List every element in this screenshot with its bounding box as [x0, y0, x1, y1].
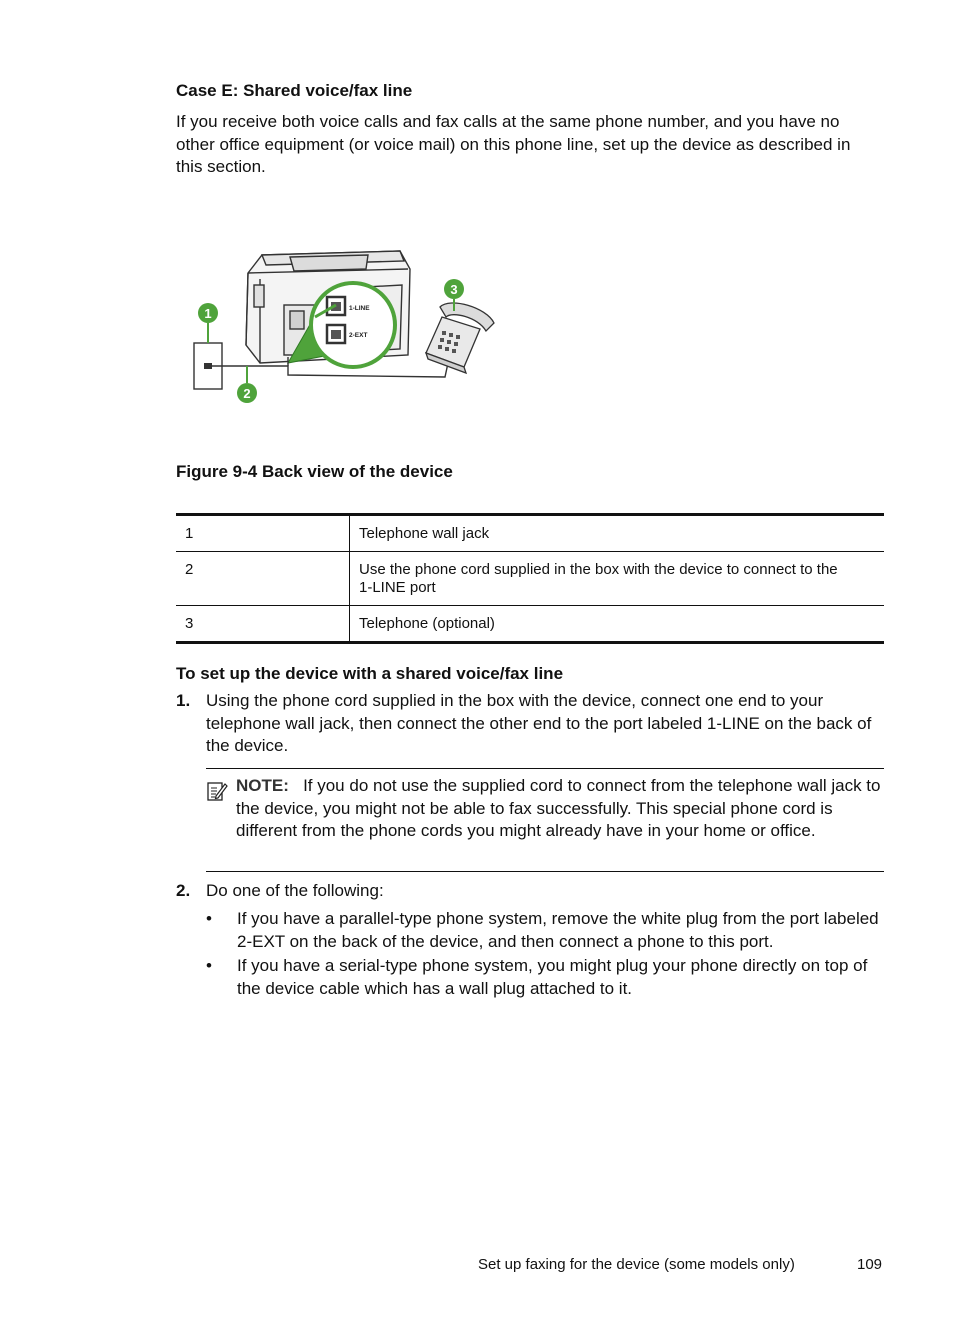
list-item: If you have a parallel-type phone system, remove the white plug from the port labeled 2-EXT on the back of the device, and then connect a phone to this port. — [237, 909, 879, 951]
intro-paragraph: If you receive both voice calls and fax calls at the same phone number, and you have no other office equipment (or voice mail) on this phone line, set up the device as described in this section. — [176, 112, 851, 176]
legend-number: 1 — [176, 515, 350, 552]
step-number: 1. — [176, 691, 191, 710]
list-item: If you have a serial-type phone system, you might plug your phone directly on top of the device cable which has a wall plug attached to it. — [237, 956, 868, 998]
note-icon — [206, 780, 228, 802]
telephone-illustration — [426, 303, 494, 373]
footer-title: Set up faxing for the device (some models only) — [478, 1256, 795, 1273]
note-label: NOTE: — [236, 776, 289, 795]
callout-1 — [198, 303, 218, 323]
section-heading: Case E: Shared voice/fax line — [176, 81, 413, 100]
svg-text:1: 1 — [204, 306, 212, 321]
page-number: 109 — [857, 1256, 883, 1273]
step-text: Do one of the following: — [206, 881, 384, 900]
legend-description: Telephone wall jack — [359, 525, 490, 542]
table-row — [176, 552, 884, 606]
port-label-1-line: 1-LINE — [349, 305, 370, 312]
svg-text:3: 3 — [450, 282, 458, 297]
table-row — [176, 515, 884, 552]
note-text — [236, 775, 881, 843]
legend-description: Use the phone cord supplied in the box with the device to connect to the 1-LINE port — [359, 561, 838, 596]
callout-3 — [444, 279, 464, 299]
table-row — [176, 606, 884, 643]
step-number: 2. — [176, 881, 191, 900]
figure-caption: Figure 9-4 Back view of the device — [176, 462, 453, 481]
bullet-marker: • — [206, 909, 212, 928]
callout-2 — [237, 383, 257, 403]
legend-description: Telephone (optional) — [359, 615, 495, 632]
device-diagram — [190, 245, 500, 410]
bullet-marker: • — [206, 956, 212, 975]
legend-number: 3 — [176, 606, 350, 643]
svg-text:2: 2 — [243, 386, 251, 401]
port-label-2-ext: 2-EXT — [349, 332, 368, 339]
legend-table — [176, 513, 884, 644]
note-body: If you do not use the supplied cord to connect from the telephone wall jack to the device, you might not be able to fax successfully. This special phone cord is different from the phone cords you might already have in your home or office. — [236, 776, 881, 840]
legend-number: 2 — [176, 552, 350, 606]
note-box — [206, 768, 884, 872]
step-text: Using the phone cord supplied in the box with the device, connect one end to your telephone wall jack, then connect the other end to the port labeled 1-LINE on the back of the device. — [206, 691, 872, 755]
procedure-heading: To set up the device with a shared voice/fax line — [176, 664, 564, 683]
phone-cord — [208, 363, 448, 377]
